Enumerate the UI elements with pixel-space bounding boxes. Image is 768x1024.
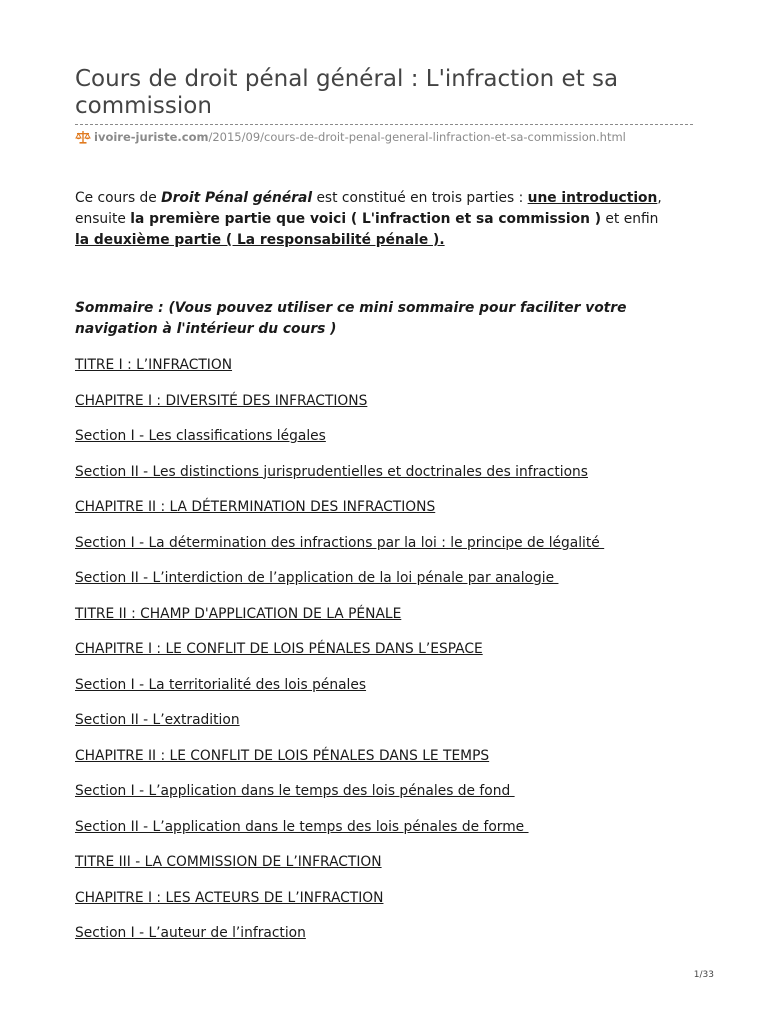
toc-item <box>75 887 715 923</box>
source-path[interactable]: /2015/09/cours-de-droit-penal-general-linfraction-et-sa-commission.html <box>208 130 626 144</box>
toc-item <box>75 780 715 816</box>
intro-paragraph <box>75 188 675 251</box>
toc-link-t1-c2-section-2[interactable]: Section II - L’interdiction de l’application de la loi pénale par analogie <box>75 570 559 586</box>
intro-text-2: est constitué en trois parties : <box>312 190 528 206</box>
toc-link-t1-c2-section-1[interactable]: Section I - La détermination des infractions par la loi : le principe de légalité <box>75 534 605 551</box>
toc-item <box>75 851 715 887</box>
toc-item <box>75 922 715 958</box>
toc-item <box>75 567 715 603</box>
toc-link-t2-c1-section-1[interactable]: Section I - La territorialité des lois pénales <box>75 676 367 693</box>
toc-link-t1-c1-section-2[interactable]: Section II - Les distinctions jurisprudentielles et doctrinales des infractions <box>75 463 588 480</box>
toc-link-t2-chapitre-1[interactable]: CHAPITRE I : LE CONFLIT DE LOIS PÉNALES DANS L’ESPACE <box>75 641 483 657</box>
intro-first-part: la première partie que voici ( L'infraction et sa commission ) <box>130 211 602 227</box>
toc-link-t3-c1-section-1[interactable]: Section I - L’auteur de l’infraction <box>75 925 306 941</box>
toc-link-t1-chapitre-1[interactable]: CHAPITRE I : DIVERSITÉ DES INFRACTIONS <box>75 392 368 409</box>
toc-item <box>75 354 715 390</box>
source-domain[interactable]: ivoire-juriste.com <box>94 130 209 144</box>
page-number: 1/33 <box>693 970 714 980</box>
intro-course-name: Droit Pénal général <box>161 190 313 206</box>
toc-link-t2-c1-section-2[interactable]: Section II - L’extradition <box>75 712 240 728</box>
document-title: Cours de droit pénal général : L'infraction et sa commission <box>75 66 619 119</box>
toc-link-titre-1[interactable]: TITRE I : L’INFRACTION <box>75 357 233 373</box>
toc-link-t2-c2-section-1[interactable]: Section I - L’application dans le temps des lois pénales de fond <box>75 783 515 799</box>
toc-item <box>75 674 715 710</box>
toc-link-titre-2[interactable]: TITRE II : CHAMP D'APPLICATION DE LA PÉNALE <box>75 605 402 622</box>
toc-link-t3-chapitre-1[interactable]: CHAPITRE I : LES ACTEURS DE L’INFRACTION <box>75 889 384 906</box>
table-of-contents <box>75 354 715 958</box>
toc-link-t2-c2-section-2[interactable]: Section II - L’application dans le temps des lois pénales de forme <box>75 818 529 835</box>
toc-item <box>75 425 715 461</box>
toc-item <box>75 709 715 745</box>
toc-item <box>75 496 715 532</box>
toc-link-t1-c1-section-1[interactable]: Section I - Les classifications légales <box>75 428 326 444</box>
intro-text-3: , ensuite <box>75 190 662 227</box>
toc-link-t1-chapitre-2[interactable]: CHAPITRE II : LA DÉTERMINATION DES INFRACTIONS <box>75 499 436 515</box>
summary-heading: Sommaire : (Vous pouvez utiliser ce mini sommaire pour faciliter votre navigation à l'intérieur du cours ) <box>75 300 627 337</box>
title-divider <box>75 124 693 125</box>
source-url[interactable] <box>75 129 626 145</box>
toc-item <box>75 745 715 781</box>
toc-item <box>75 461 715 497</box>
toc-item <box>75 532 715 568</box>
scales-of-justice-icon <box>75 129 91 145</box>
toc-item <box>75 390 715 426</box>
toc-item <box>75 816 715 852</box>
toc-link-t2-chapitre-2[interactable]: CHAPITRE II : LE CONFLIT DE LOIS PÉNALES DANS LE TEMPS <box>75 747 490 764</box>
toc-item <box>75 638 715 674</box>
intro-link-second-part[interactable]: la deuxième partie ( La responsabilité pénale ). <box>75 232 445 248</box>
intro-text-4: et enfin <box>601 211 659 227</box>
intro-link-introduction[interactable]: une introduction <box>527 190 658 206</box>
intro-text-1: Ce cours de <box>75 190 162 206</box>
toc-item <box>75 603 715 639</box>
toc-link-titre-3[interactable]: TITRE III - LA COMMISSION DE L’INFRACTION <box>75 854 382 870</box>
